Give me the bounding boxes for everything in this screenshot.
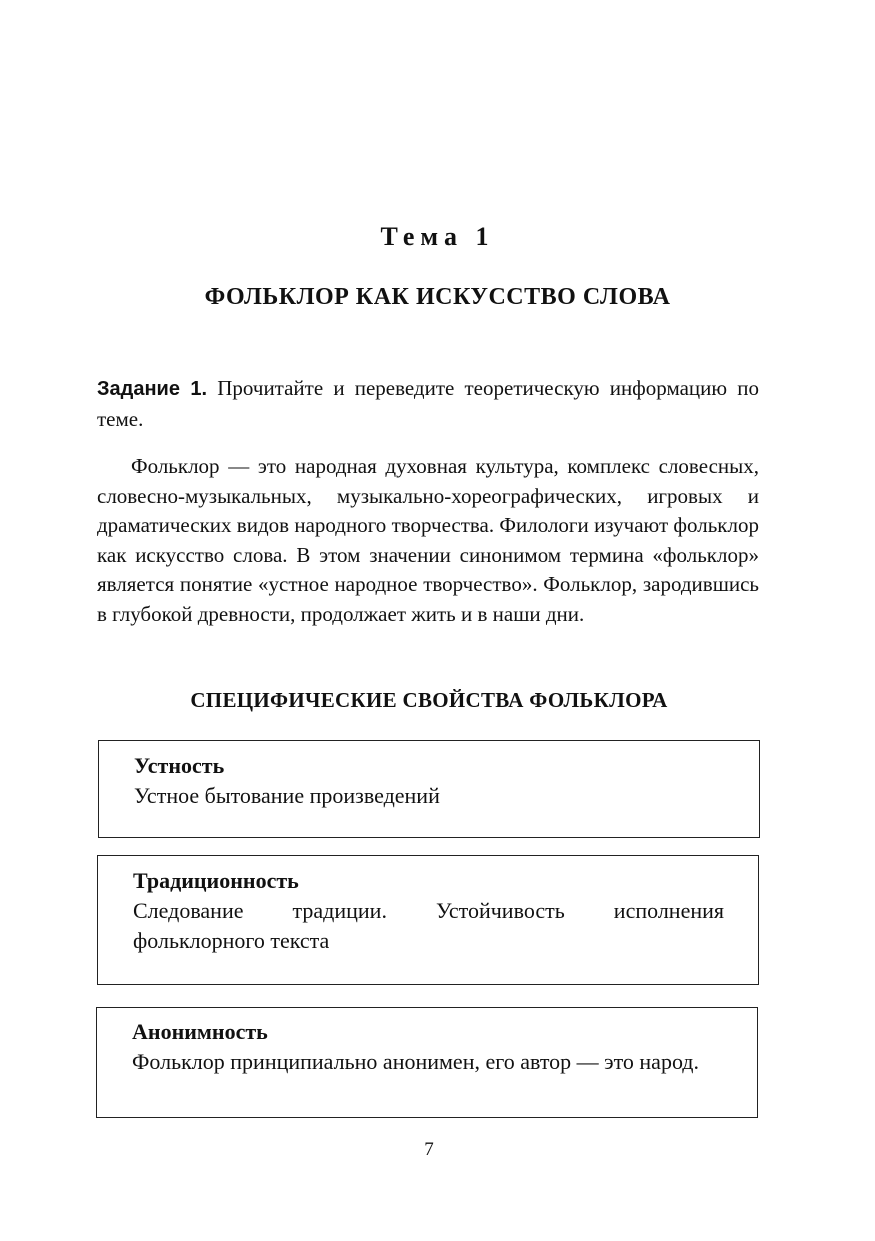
task-label: Задание 1. (97, 378, 208, 400)
topic-label: Тема 1 (380, 222, 495, 251)
task-text: Прочитайте и переведите теоретическую информацию по теме. (97, 376, 759, 431)
property-title: Традиционность (133, 868, 299, 893)
section-title: СПЕЦИФИЧЕСКИЕ СВОЙСТВА ФОЛЬКЛОРА (190, 688, 668, 712)
body-paragraph: Фольклор — это народная духовная культура, комплекс словесных, словесно-музыкальных, музыкально-хореографических, игровых и драматических видов народного творчества. Филологи изучают фольклор как искусство слова. В этом значении синонимом термина «фольклор» является понятие «устное народное творчество». Фольклор, зародившись в глубокой древности, продолжает жить и в наши дни. (97, 454, 759, 626)
property-box-orality (98, 740, 760, 838)
topic-title: ФОЛЬКЛОР КАК ИСКУССТВО СЛОВА (204, 284, 671, 310)
property-box-anonymity (96, 1007, 758, 1118)
property-text: Следование традиции. Устойчивость исполнения фольклорного текста (133, 898, 724, 953)
task-instruction (97, 373, 759, 434)
property-text: Устное бытование произведений (134, 783, 440, 808)
property-title: Анонимность (132, 1019, 268, 1044)
page-number: 7 (424, 1139, 434, 1160)
property-title: Устность (134, 753, 225, 778)
property-box-traditionality (97, 855, 759, 985)
property-text: Фольклор принципиально анонимен, его автор — это народ. (132, 1049, 700, 1074)
